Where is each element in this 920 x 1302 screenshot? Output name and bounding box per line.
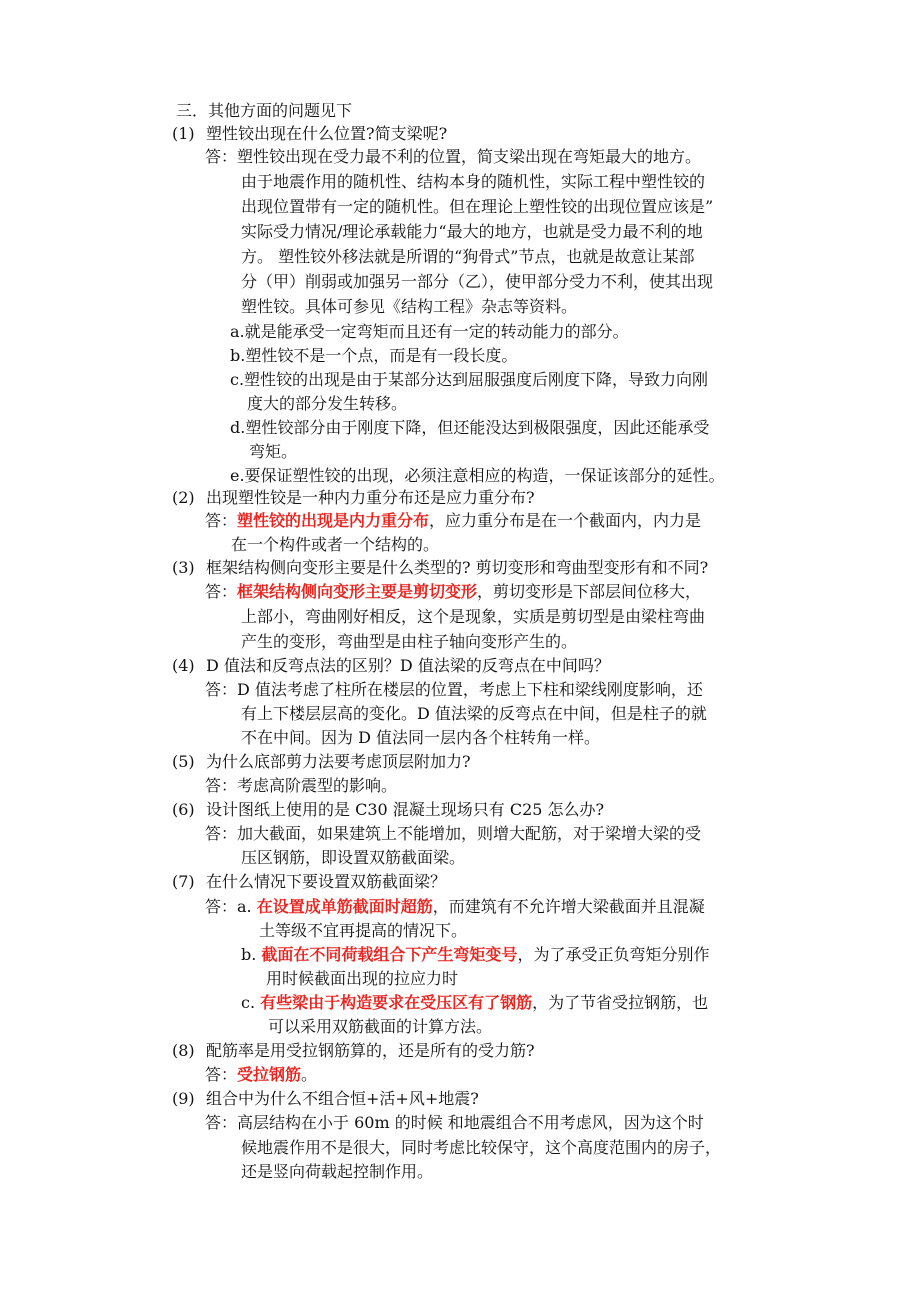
answer-9-line-3: 还是竖向荷载起控制作用。 [241,1162,434,1181]
question-text: 在什么情况下要设置双筋截面梁？ [206,872,447,891]
answer-highlight: 截面在不同荷载组合下产生弯矩变号 [261,945,518,964]
question-text: 出现塑性铰是一种内力重分布还是应力重分布? [206,488,535,507]
point-a: a.就是能承受一定弯矩而且还有一定的转动能力的部分。 [230,322,629,341]
question-number: (8) [172,1041,195,1060]
question-4 [172,654,610,677]
point-c-line-2: 度大的部分发生转移。 [247,394,408,413]
question-text: 塑性铰出现在什么位置?简支梁呢? [206,124,448,143]
answer-highlight: 有些梁由于构造要求在受压区有了钢筋 [260,993,533,1012]
answer-prefix: 答： [205,897,238,916]
question-text: 组合中为什么不组合恒+活+风+地震? [206,1089,479,1108]
answer-text: ，剪切变形是下部层间位移大， [477,582,702,601]
answer-7-line-c2: 可以采用双筋截面的计算方法。 [268,1017,493,1036]
question-text: D 值法和反弯点法的区别？D 值法梁的反弯点在中间吗？ [206,656,610,675]
question-2 [172,486,535,509]
answer-2-line-2: 在一个构件或者一个结构的。 [231,535,440,554]
answer-7-line-b1 [241,943,709,966]
answer-8-line-1 [205,1063,317,1086]
answer-1-line-6: 分（甲）削弱或加强另一部分（乙），使甲部分受力不利，使其出现 [241,272,714,291]
answer-2-line-1 [205,509,701,532]
question-number: (7) [172,872,195,891]
answer-3-line-3: 产生的变形，弯曲型是由柱子轴向变形产生的。 [241,632,578,651]
answer-3-line-2: 上部小，弯曲刚好相反，这个是现象，实质是剪切型是由梁柱弯曲 [241,607,706,626]
point-c-line-1: c.塑性铰的出现是由于某部分达到屈服强度后刚度下降，导致力向刚 [230,370,709,389]
question-number: (3) [172,558,195,577]
answer-4-line-3: 不在中间。因为 D 值法同一层内各个柱转角一样。 [241,728,601,747]
answer-7-line-b2: 用时候截面出现的拉应力时 [266,969,459,988]
question-1 [172,122,447,145]
answer-5-line-1: 答：考虑高阶震型的影响。 [205,776,398,795]
answer-text: ，为了承受正负弯矩分别作 [517,945,710,964]
answer-9-line-1: 答：高层结构在小于 60m 的时候 和地震组合不用考虑风，因为这个时 [205,1113,704,1132]
question-5 [172,750,471,773]
answer-6-line-2: 压区钢筋，即设置双筋截面梁。 [241,848,466,867]
question-7 [172,870,446,893]
answer-1-line-1: 答：塑性铰出现在受力最不利的位置，简支梁出现在弯矩最大的地方。 [205,147,702,166]
answer-text: 。 [301,1065,318,1084]
option-label-a: a. [237,897,257,916]
answer-7-line-a2: 土等级不宜再提高的情况下。 [259,921,468,940]
point-e: e.要保证塑性铰的出现，必须注意相应的构造，一保证该部分的延性。 [230,466,725,485]
answer-text: ，而建筑有不允许增大梁截面并且混凝 [432,897,705,916]
answer-7-line-a1 [205,895,705,918]
section-title: 三．其他方面的问题见下 [176,101,353,120]
answer-4-line-2: 有上下楼层层高的变化。D 值法梁的反弯点在中间，但是柱子的就 [241,704,707,723]
answer-3-line-1 [205,580,701,603]
answer-9-line-2: 候地震作用不是很大，同时考虑比较保守，这个高度范围内的房子， [241,1138,722,1157]
answer-prefix: 答： [205,582,238,601]
question-6 [172,798,604,821]
answer-6-line-1: 答：加大截面，如果建筑上不能增加，则增大配筋，对于梁增大梁的受 [205,824,702,843]
question-number: (1) [172,124,195,143]
answer-4-line-1: 答：D 值法考虑了柱所在楼层的位置，考虑上下柱和梁线刚度影响，还 [205,680,703,699]
answer-1-line-7: 塑性铰。具体可参见《结构工程》杂志等资料。 [241,297,578,316]
answer-highlight: 在设置成单筋截面时超筋 [256,897,433,916]
answer-highlight: 受拉钢筋 [237,1065,302,1084]
question-number: (2) [172,488,195,507]
answer-1-line-3: 出现位置带有一定的随机性。但在理论上塑性铰的出现位置应该是” [241,197,714,216]
answer-1-line-2: 由于地震作用的随机性、结构本身的随机性，实际工程中塑性铰的 [241,172,706,191]
question-9 [172,1087,479,1110]
answer-highlight: 框架结构侧向变形主要是剪切变形 [237,582,478,601]
answer-prefix: 答： [205,511,238,530]
point-d-line-1: d.塑性铰部分由于刚度下降，但还能没达到极限强度，因此还能承受 [230,418,710,437]
question-8 [172,1039,535,1062]
question-number: (5) [172,752,195,771]
question-text: 框架结构侧向变形主要是什么类型的? 剪切变形和弯曲型变形有和不同? [206,558,709,577]
question-3 [172,556,708,579]
question-text: 配筋率是用受拉钢筋算的，还是所有的受力筋? [206,1041,535,1060]
question-text: 为什么底部剪力法要考虑顶层附加力? [206,752,471,771]
point-d-line-2: 弯矩。 [249,442,298,461]
question-number: (6) [172,800,195,819]
question-number: (4) [172,656,195,675]
answer-text: ，为了节省受拉钢筋，也 [532,993,709,1012]
point-b: b.塑性铰不是一个点，而是有一段长度。 [230,346,518,365]
answer-1-line-4: 实际受力情况/理论承载能力“最大的地方，也就是受力最不利的地 [241,222,703,241]
answer-highlight: 塑性铰的出现是内力重分布 [237,511,430,530]
answer-1-line-5: 方。 塑性铰外移法就是所谓的“狗骨式”节点，也就是故意让某部 [241,247,695,266]
question-number: (9) [172,1089,195,1108]
option-label-c: c. [241,993,261,1012]
answer-text: ，应力重分布是在一个截面内，内力是 [429,511,702,530]
answer-7-line-c1 [241,991,708,1014]
option-label-b: b. [241,945,262,964]
answer-prefix: 答： [205,1065,238,1084]
question-text: 设计图纸上使用的是 C30 混凝土现场只有 C25 怎么办? [206,800,605,819]
